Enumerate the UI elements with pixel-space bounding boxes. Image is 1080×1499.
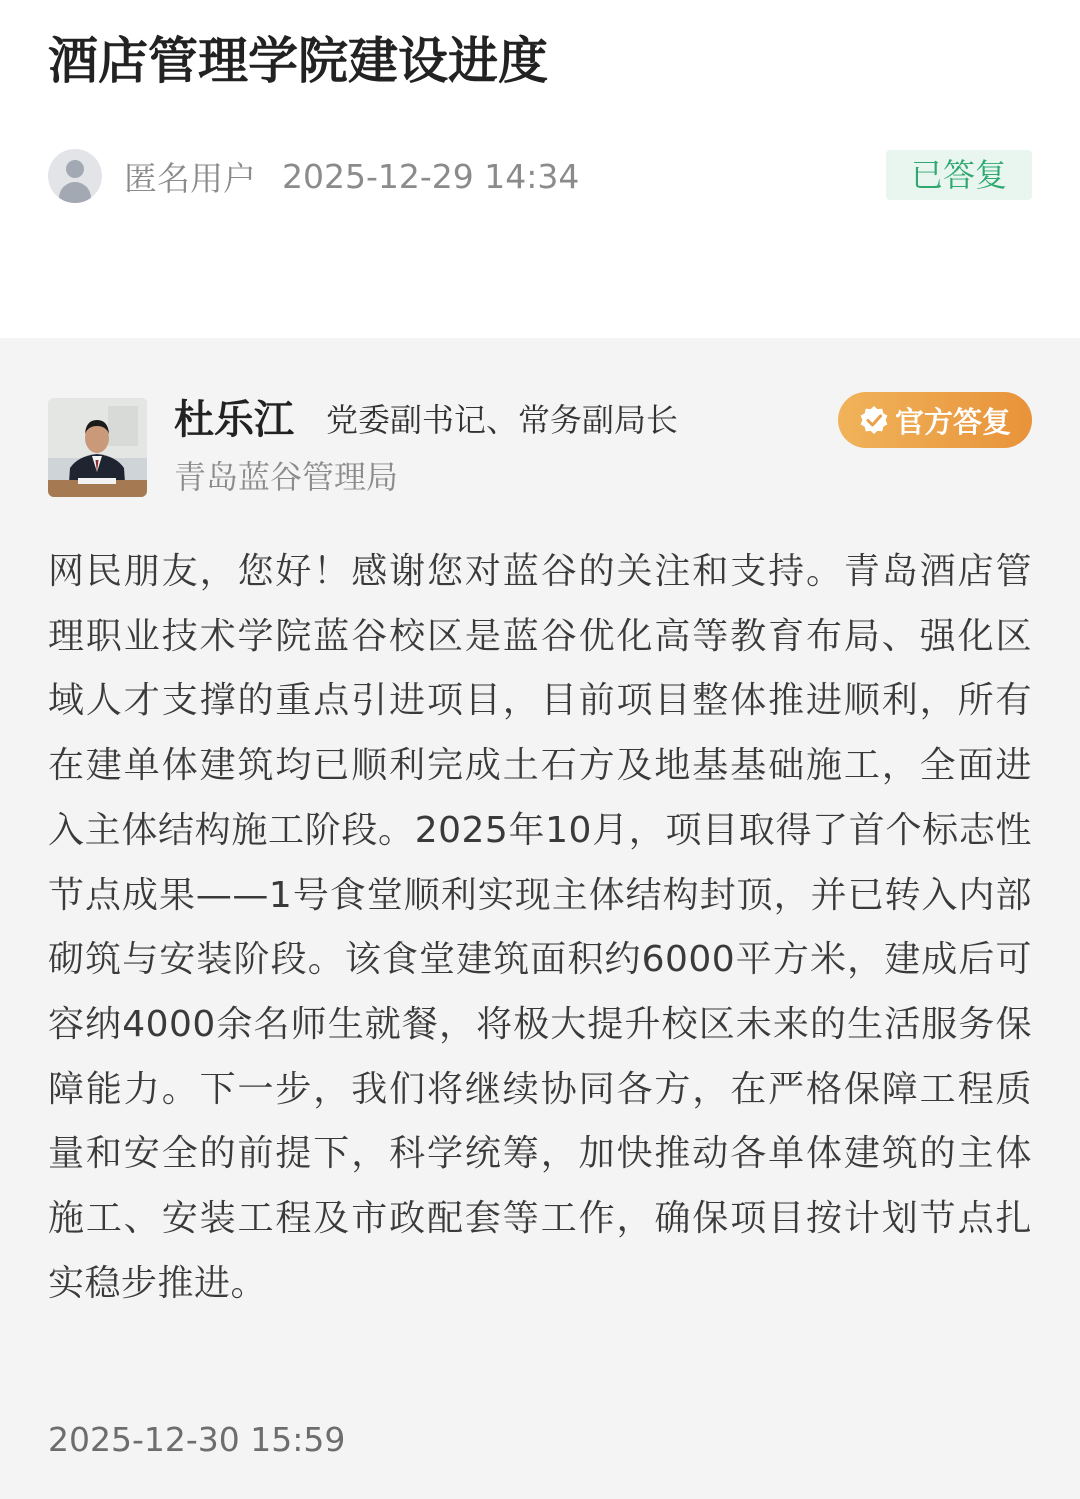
official-badge-label: 官方答复 [894,404,1011,439]
replier-org: 青岛蓝谷管理局 [174,458,399,496]
official-reply-badge [838,392,1032,448]
question-author: 匿名用户 [124,158,256,198]
reply-body: 网民朋友，您好！感谢您对蓝谷的关注和支持。青岛酒店管理职业技术学院蓝谷校区是蓝谷优化高等教育布局、强化区域人才支撑的重点引进项目，目前项目整体推进顺利，所有在建单体建筑均已顺利完成土石方及地基基础施工，全面进入主体结构施工阶段。2025年10月，项目取得了首个标志性节点成果——1号食堂顺利实现主体结构封顶，并已转入内部砌筑与安装阶段。该食堂建筑面积约6000平方米，建成后可容纳4000余名师生就餐，将极大提升校区未来的生活服务保障能力。下一步，我们将继续协同各方，在严格保障工程质量和安全的前提下，科学统筹，加快推动各单体建筑的主体施工、安装工程及市政配套等工作，确保项目按计划节点扎实稳步推进。 [48,551,1032,1304]
reply-time: 2025-12-30 15:59 [48,1420,346,1459]
anonymous-avatar-icon [48,149,102,203]
replier-name: 杜乐江 [174,397,294,443]
replier-role: 党委副书记、常务副局长 [326,401,679,439]
question-time: 2025-12-29 14:34 [282,156,580,196]
replier-photo-icon [48,398,147,497]
status-badge: 已答复 [886,150,1032,200]
question-card [0,0,1080,338]
question-title: 酒店管理学院建设进度 [48,32,548,90]
verified-check-icon [859,405,889,435]
question-meta [48,148,579,204]
replier-avatar [48,398,147,497]
